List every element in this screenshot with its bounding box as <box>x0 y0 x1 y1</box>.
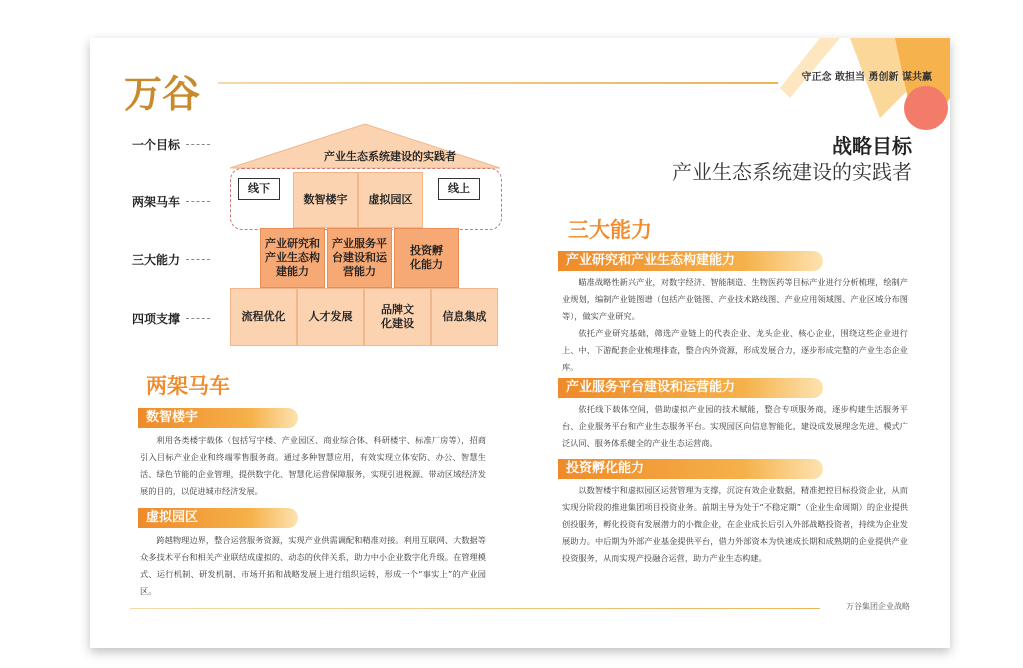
slogan: 守正念 敢担当 勇创新 谋共赢 <box>801 72 932 83</box>
support-process-box: 流程优化 <box>230 288 297 346</box>
bottom-rule <box>130 608 820 609</box>
row-label-goal: 一个目标 <box>132 138 181 152</box>
leader-line <box>186 318 210 319</box>
left-heading: 两架马车 <box>146 374 230 398</box>
leader-line <box>186 144 210 145</box>
roof-goal: 产业生态系统建设的实践者 <box>324 150 456 163</box>
section-title-virtual-park: 虚拟园区 <box>138 508 298 528</box>
row-label-carriage: 两架马车 <box>132 195 181 209</box>
section-title-smart-building: 数智楼宇 <box>138 408 298 428</box>
support-info-box: 信息集成 <box>431 288 498 346</box>
top-rule <box>218 82 778 84</box>
row-label-capabilities: 三大能力 <box>132 253 181 267</box>
online-box: 线上 <box>438 178 480 200</box>
leader-line <box>186 259 210 260</box>
section-text-investment: 以数智楼宇和虚拟园区运营管理为支撑，沉淀有效企业数据，精准把控目标投资企业，从而实现分阶段的推进集团项目投资业务。前期主导为处于“不稳定期”（企业生命周期）的企业提供创投服务，孵化投资有发展潜力的小微企业，在企业成长后引入外部战略投资者，持续为企业发展助力。中后期为外部产业基金提供平台，借力外部资本为快速成长期和成熟期的企业提供产业投资服务，从而实现产投融合运营，助力产业生态构建。 <box>562 485 908 563</box>
offline-box: 线下 <box>238 178 280 200</box>
page-title: 战略目标 <box>832 134 912 158</box>
brochure-page <box>90 38 950 648</box>
capability-platform-box: 产业服务平台建设和运营能力 <box>327 228 392 288</box>
section-text-research: 瞄准战略性新兴产业，对数字经济、智能制造、生物医药等目标产业进行分析梳理，绘制产业规划，编制产业链图谱（包括产业链图、产业技术路线图、产业应用领域图、产业区域分布图等），做实产业研究。 <box>562 277 908 321</box>
virtual-park-box: 虚拟园区 <box>358 172 423 228</box>
footer-text: 万谷集团企业战略 <box>846 602 910 611</box>
support-talent-box: 人才发展 <box>297 288 364 346</box>
capability-research-box: 产业研究和产业生态构建能力 <box>260 228 325 288</box>
support-brand-box: 品牌文化建设 <box>364 288 431 346</box>
section-title-research: 产业研究和产业生态构建能力 <box>558 251 823 271</box>
section-text-virtual-park: 跨越物理边界，整合运营服务资源，实现产业供需调配和精准对接。利用互联网、大数据等众多技术平台和相关产业联结成虚拟的、动态的伙伴关系，助力中小企业数字化升级。在管理模式、运行机制、研发机制、市场开拓和战略发展上进行组织运转，形成一个“事实上”的产业园区。 <box>140 535 486 596</box>
section-title-investment: 投资孵化能力 <box>558 459 823 479</box>
section-title-platform: 产业服务平台建设和运营能力 <box>558 378 823 398</box>
section-text-smart-building: 利用各类楼宇载体（包括写字楼、产业园区、商业综合体、科研楼宇、标准厂房等），招商引入目标产业企业和终端零售服务商。通过多种智慧应用，有效实现立体安防、办公、智慧生活、绿色节能的企业管理，提供数字化、智慧化运营保障服务，实现引进税源、带动区域经济发展的目的，以促进城市经济发展。 <box>140 435 486 496</box>
row-label-supports: 四项支撑 <box>132 312 181 326</box>
right-heading: 三大能力 <box>568 218 652 242</box>
company-logo <box>122 62 201 122</box>
svg-text:万谷: 万谷 <box>124 71 201 116</box>
page-subtitle: 产业生态系统建设的实践者 <box>672 160 912 184</box>
section-text-research-2: 依托产业研究基础，筛选产业链上的代表企业、龙头企业、核心企业，围绕这些企业进行上、中、下游配套企业梳理排查，整合内外资源，形成发展合力，逐步形成完整的产业生态企业库。 <box>562 328 908 372</box>
leader-line <box>186 201 210 202</box>
section-text-platform: 依托线下载体空间，借助虚拟产业园的技术赋能，整合专项服务商，逐步构建生活服务平台、企业服务平台和产业生态服务平台。实现园区向信息智能化，建设成发展理念先进、模式广泛认同、服务体系健全的产业生态运营商。 <box>562 404 908 448</box>
smart-building-box: 数智楼宇 <box>293 172 358 228</box>
capability-investment-box: 投资孵化能力 <box>394 228 459 288</box>
